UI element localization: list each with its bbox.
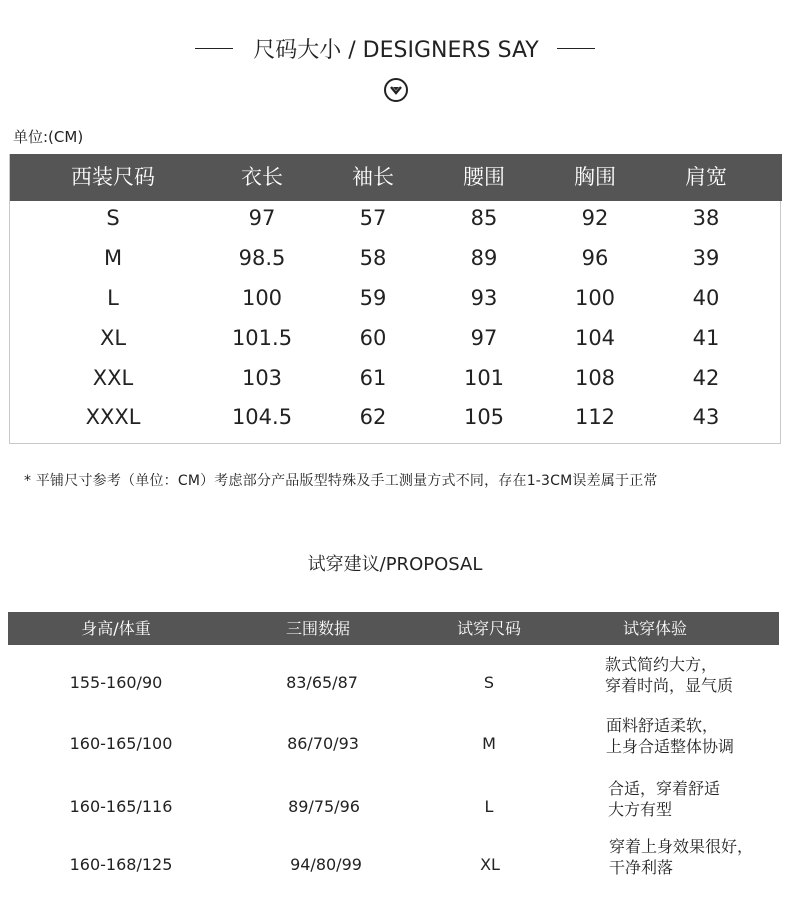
table-cell: 62 [359, 405, 387, 429]
size-table [9, 154, 781, 444]
table-cell: 39 [692, 246, 720, 270]
table-row [10, 238, 782, 278]
size-table-header [10, 154, 782, 201]
title-divider-right [557, 48, 595, 49]
table-cell: 60 [359, 326, 387, 350]
experience-line: 大方有型 [608, 800, 673, 819]
proposal-header-cell: 试穿尺码 [456, 619, 522, 638]
table-cell: XXL [92, 366, 134, 390]
experience-cell [605, 654, 733, 696]
chevron-down-circle-icon [384, 78, 408, 102]
table-cell: 98.5 [238, 246, 286, 270]
table-cell: 59 [359, 286, 387, 310]
table-cell: 96 [581, 246, 609, 270]
table-cell: S [106, 206, 120, 230]
proposal-header-cell: 试穿体验 [622, 619, 688, 638]
section-title-row [0, 30, 790, 66]
experience-line: 合适，穿着舒适 [608, 779, 721, 798]
table-cell: 43 [692, 405, 720, 429]
table-cell: 97 [470, 326, 498, 350]
size-header-cell: 肩宽 [685, 165, 727, 189]
table-cell: 112 [574, 405, 616, 429]
height-weight-cell: 155-160/90 [69, 673, 163, 692]
measurement-note: * 平铺尺寸参考（单位：CM）考虑部分产品版型特殊及手工测量方式不同，存在1-3CM误差属于正常 [24, 473, 658, 489]
size-header-cell: 腰围 [463, 165, 505, 189]
table-cell: 40 [692, 286, 720, 310]
table-row [8, 836, 779, 894]
size-header-cell: 袖长 [352, 165, 394, 189]
table-cell: 97 [248, 206, 276, 230]
experience-line: 面料舒适柔软， [606, 716, 719, 735]
measurements-cell: 89/75/96 [288, 797, 360, 816]
size-header-cell: 衣长 [241, 165, 283, 189]
table-cell: 105 [463, 405, 505, 429]
height-weight-cell: 160-165/116 [69, 797, 173, 816]
table-cell: 104 [574, 326, 616, 350]
size-cell: M [482, 734, 496, 753]
proposal-title: 试穿建议/PROPOSAL [307, 554, 483, 575]
size-cell: XL [480, 855, 500, 874]
height-weight-cell: 160-165/100 [69, 734, 173, 753]
table-cell: 57 [359, 206, 387, 230]
table-cell: XXXL [85, 405, 141, 429]
experience-cell [608, 778, 720, 820]
experience-line: 穿着上身效果很好， [609, 837, 754, 856]
table-row [10, 318, 782, 358]
experience-line: 款式简约大方， [605, 655, 718, 674]
table-cell: 42 [692, 366, 720, 390]
table-cell: 100 [241, 286, 283, 310]
experience-line: 干净利落 [609, 858, 674, 877]
experience-line: 上身合适整体协调 [606, 737, 735, 756]
table-cell: 101 [463, 366, 505, 390]
table-cell: 92 [581, 206, 609, 230]
table-row [8, 778, 779, 836]
measurements-cell: 86/70/93 [287, 734, 359, 753]
proposal-header-cell: 三围数据 [285, 619, 351, 638]
table-row [10, 397, 782, 437]
table-row [10, 358, 782, 398]
table-cell: 104.5 [231, 405, 293, 429]
size-cell: L [484, 797, 494, 816]
table-cell: L [107, 286, 119, 310]
title-divider-left [195, 48, 233, 49]
table-cell: 61 [359, 366, 387, 390]
table-row [10, 198, 782, 238]
experience-line: 穿着时尚，显气质 [605, 676, 734, 695]
size-cell: S [483, 673, 495, 692]
table-cell: 41 [692, 326, 720, 350]
table-cell: 93 [470, 286, 498, 310]
table-cell: XL [99, 326, 127, 350]
size-header-cell: 胸围 [574, 165, 616, 189]
table-cell: 58 [359, 246, 387, 270]
table-row [8, 654, 779, 712]
proposal-header-cell: 身高/体重 [81, 619, 151, 638]
table-cell: 89 [470, 246, 498, 270]
table-cell: 101.5 [231, 326, 293, 350]
table-cell: M [103, 246, 123, 270]
size-header-cell: 西装尺码 [71, 165, 155, 189]
measurements-cell: 94/80/99 [290, 855, 362, 874]
table-cell: 38 [692, 206, 720, 230]
table-row [8, 715, 779, 773]
height-weight-cell: 160-168/125 [69, 855, 173, 874]
table-cell: 103 [241, 366, 283, 390]
table-cell: 108 [574, 366, 616, 390]
unit-label: 单位:(CM) [13, 128, 84, 146]
measurements-cell: 83/65/87 [286, 673, 358, 692]
experience-cell [606, 715, 734, 757]
table-cell: 85 [470, 206, 498, 230]
page-title: 尺码大小 / DESIGNERS SAY [253, 38, 539, 63]
table-cell: 100 [574, 286, 616, 310]
proposal-table-header [8, 612, 779, 645]
experience-cell [609, 836, 753, 878]
table-row [10, 278, 782, 318]
